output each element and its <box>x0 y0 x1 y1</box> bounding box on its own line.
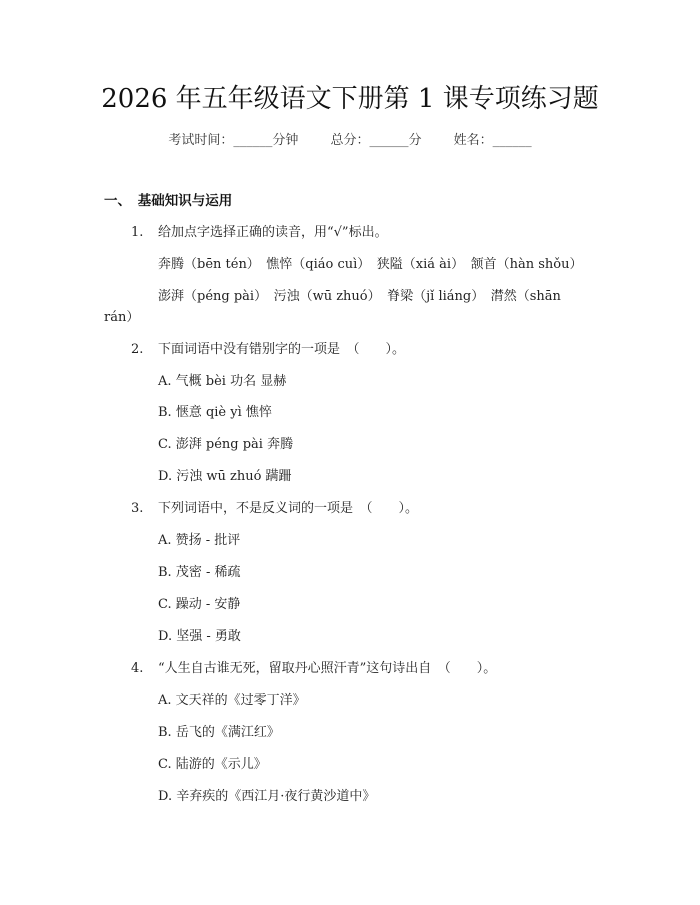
section-heading: 一、 基础知识与运用 <box>104 193 233 209</box>
pinyin-line: 奔腾（bēn tén） 憔悴（qiáo cuì） 狭隘（xiá ài） 颔首（hàn shǒu） <box>158 257 583 272</box>
answer-option: B. 茂密 - 稀疏 <box>158 565 241 580</box>
answer-option: A. 气概 bèi 功名 显赫 <box>158 374 287 389</box>
answer-option: C. 躁动 - 安静 <box>158 597 241 612</box>
answer-option: D. 污浊 wū zhuó 蹒跚 <box>158 469 292 484</box>
total-score-field: 总分：______分 <box>330 133 422 148</box>
pinyin-line-continued: rán） <box>104 310 140 325</box>
exam-info <box>0 132 700 150</box>
answer-option: D. 坚强 - 勇敢 <box>158 629 241 644</box>
question-stem: 给加点字选择正确的读音，用“√”标出。 <box>158 225 388 240</box>
question-stem: “人生自古谁无死，留取丹心照汗青”这句诗出自 （ ）。 <box>158 661 497 676</box>
question-number: 2. <box>131 342 144 357</box>
student-name-field: 姓名：______ <box>453 133 532 148</box>
question-number: 1. <box>131 225 144 240</box>
question-number: 3. <box>131 501 144 516</box>
question-stem: 下面词语中没有错别字的一项是 （ ）。 <box>158 342 406 357</box>
pinyin-line: 澎湃（péng pài） 污浊（wū zhuó） 脊梁（jǐ liáng） 潸然（shān <box>158 289 561 304</box>
answer-option: B. 惬意 qiè yì 憔悴 <box>158 405 272 420</box>
question-stem: 下列词语中，不是反义词的一项是 （ ）。 <box>158 501 419 516</box>
answer-option: A. 赞扬 - 批评 <box>158 533 241 548</box>
answer-option: C. 澎湃 péng pài 奔腾 <box>158 437 294 452</box>
answer-option: D. 辛弃疾的《西江月·夜行黄沙道中》 <box>158 789 376 804</box>
page-title: 2026 年五年级语文下册第 1 课专项练习题 <box>101 84 599 114</box>
answer-option: C. 陆游的《示儿》 <box>158 757 267 772</box>
answer-option: A. 文天祥的《过零丁洋》 <box>158 693 306 708</box>
answer-option: B. 岳飞的《满江红》 <box>158 725 280 740</box>
exam-time-field: 考试时间：______分钟 <box>168 133 299 148</box>
question-number: 4. <box>131 661 144 676</box>
